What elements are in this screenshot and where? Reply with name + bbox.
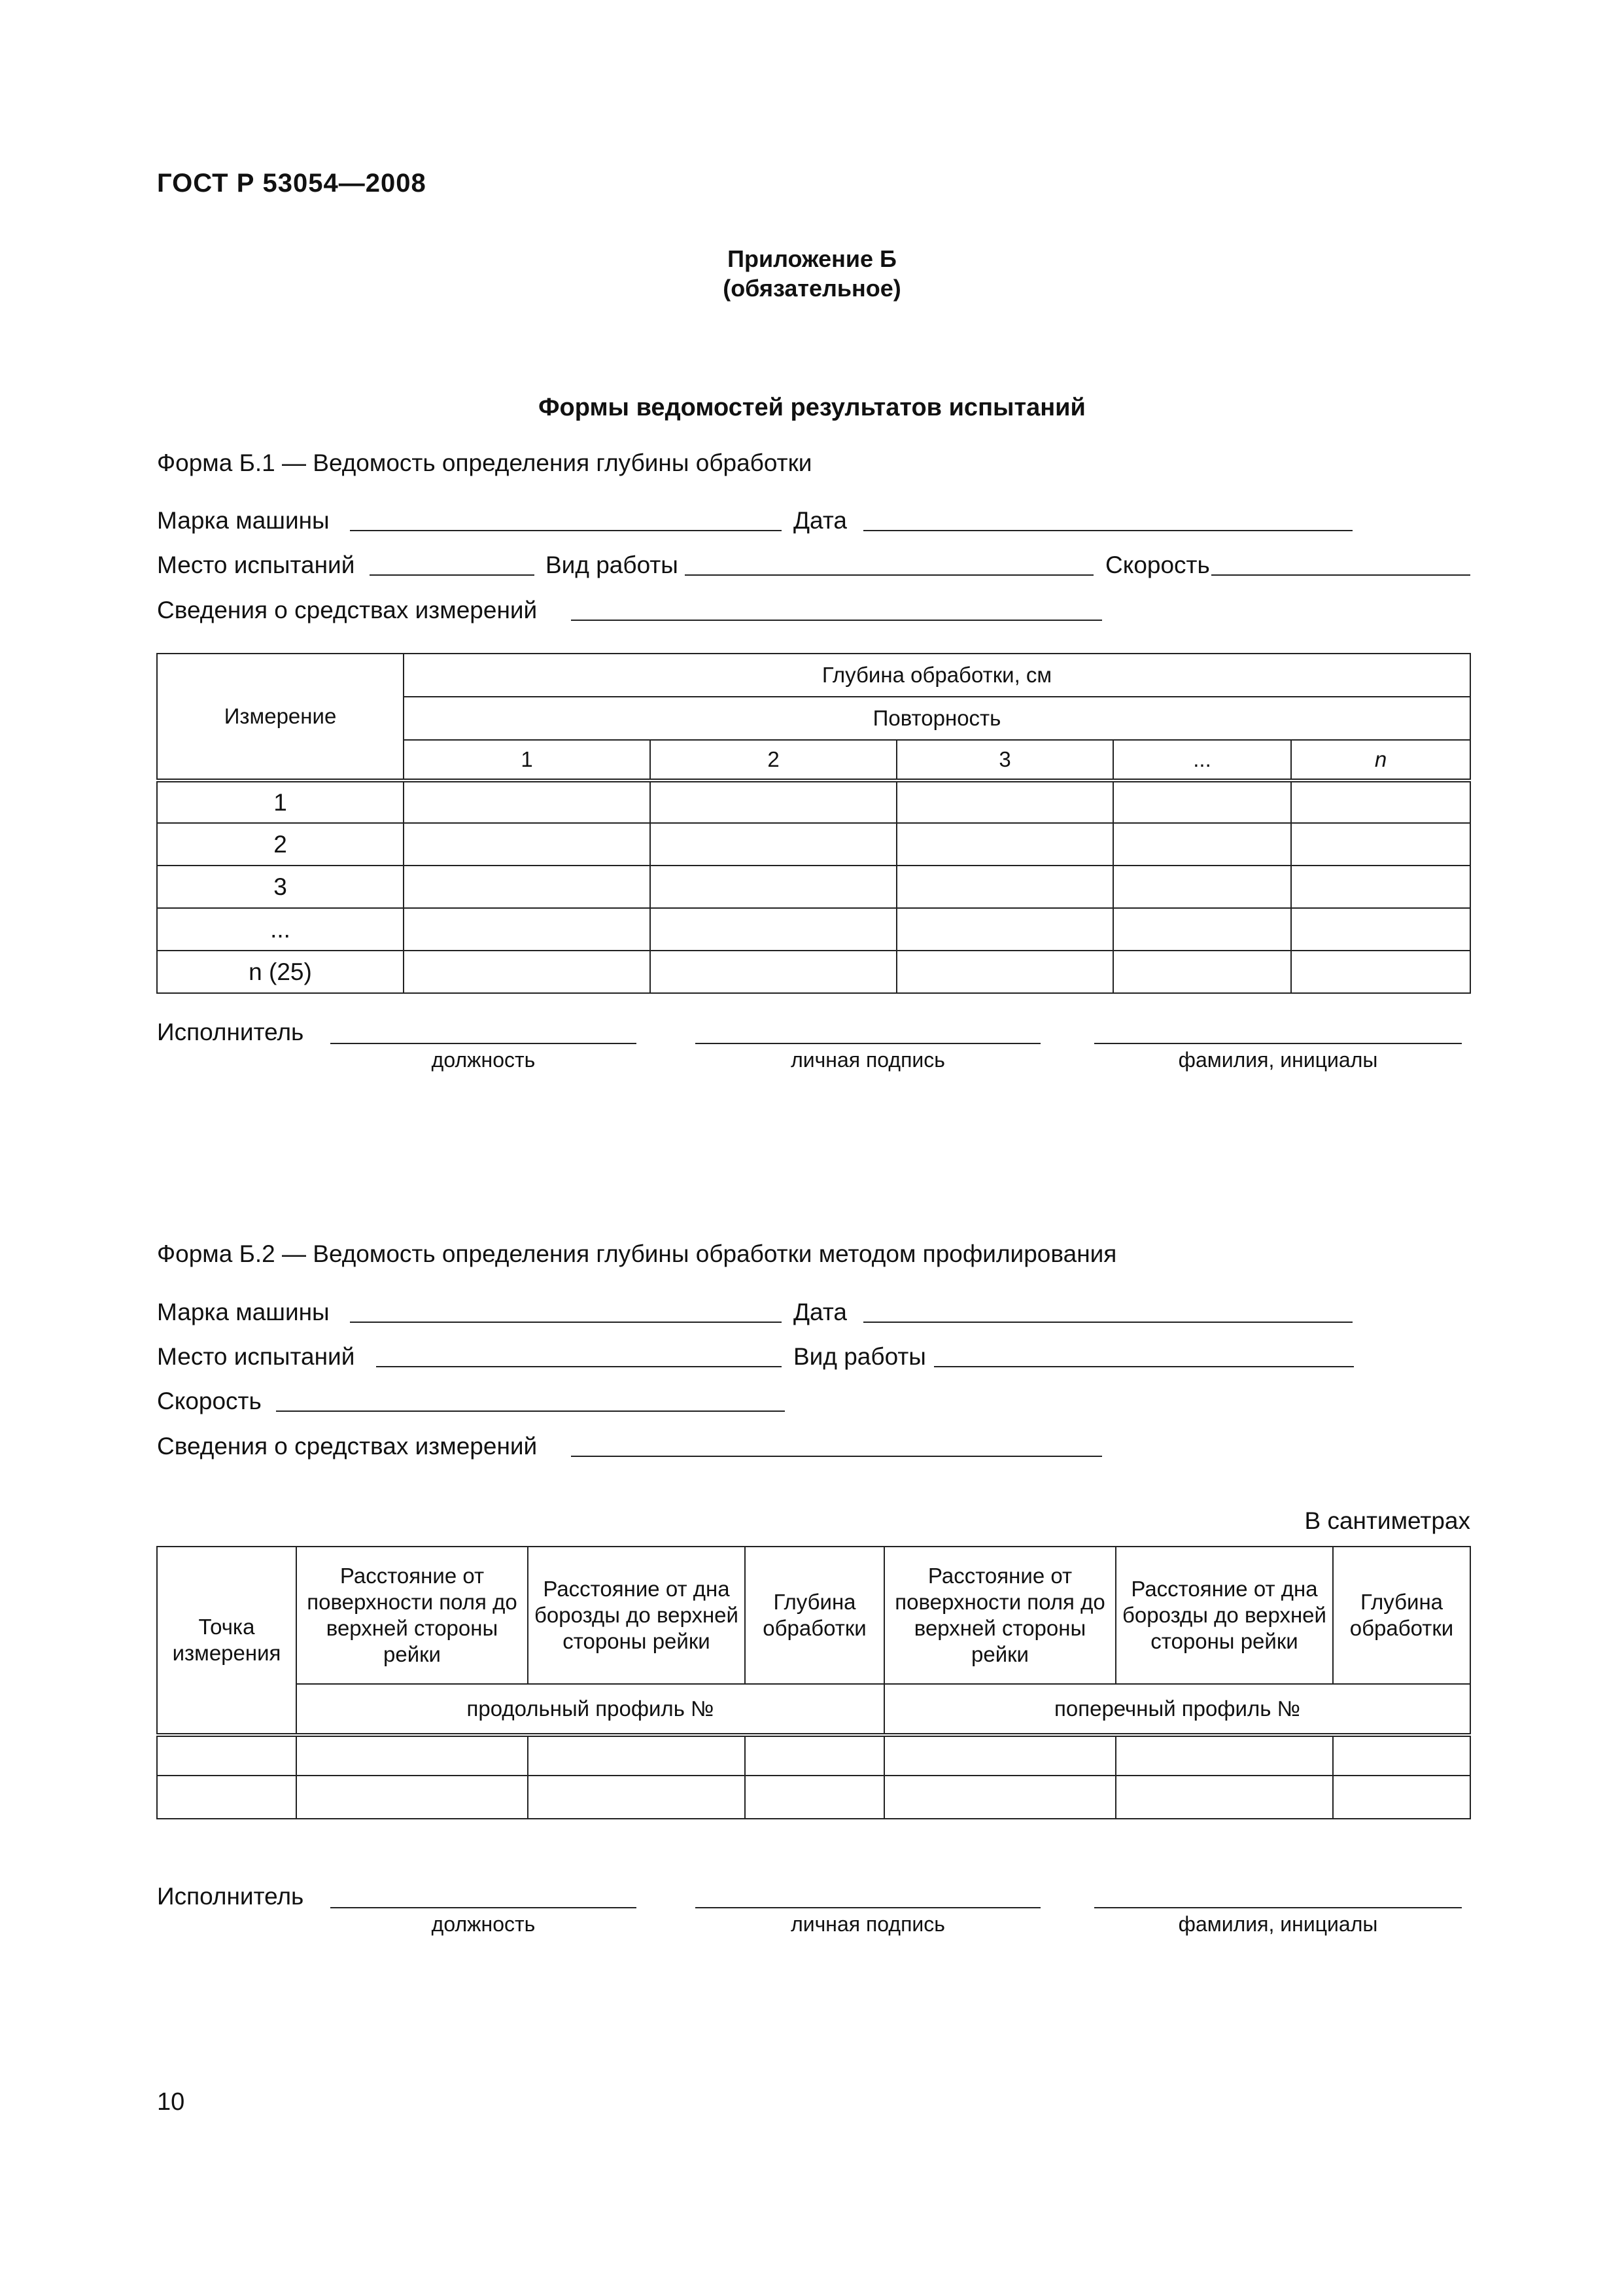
table-cell[interactable] — [404, 951, 650, 993]
form1-col-header: 3 — [897, 740, 1113, 780]
table-cell[interactable] — [1116, 1735, 1333, 1776]
form2-signature-label: Исполнитель — [157, 1883, 304, 1910]
table-cell[interactable] — [296, 1776, 528, 1819]
form1-row-label: 2 — [157, 823, 404, 866]
form1-position-field[interactable] — [330, 1043, 636, 1044]
form1-position-caption: должность — [431, 1048, 536, 1072]
appendix-title: Приложение Б — [727, 245, 897, 272]
table-row — [157, 1735, 1470, 1776]
table-cell[interactable] — [884, 1735, 1116, 1776]
table-cell[interactable] — [897, 866, 1113, 908]
form1-col-header: ... — [1113, 740, 1291, 780]
table-cell[interactable] — [897, 951, 1113, 993]
form2-col-long-b: Расстояние от дна борозды до верхней стороны рейки — [528, 1547, 745, 1684]
appendix-status: (обязательное) — [723, 275, 901, 302]
table-cell[interactable] — [745, 1735, 884, 1776]
form2-units: В сантиметрах — [1304, 1507, 1470, 1534]
form1-instruments-label: Сведения о средствах измерений — [157, 597, 538, 623]
form1-name-caption: фамилия, инициалы — [1178, 1048, 1378, 1072]
form1-brand-label: Марка машины — [157, 507, 330, 534]
form2-transverse-profile: поперечный профиль № — [884, 1684, 1470, 1735]
form2-brand-label: Марка машины — [157, 1299, 330, 1325]
form1-place-label: Место испытаний — [157, 552, 355, 578]
form1-row-label: 1 — [157, 780, 404, 823]
form1-speed-label: Скорость — [1105, 552, 1210, 578]
form1-signature-caption: личная подпись — [791, 1048, 945, 1072]
form2-position-caption: должность — [431, 1912, 536, 1936]
table-cell[interactable] — [897, 780, 1113, 823]
table-cell[interactable] — [897, 908, 1113, 951]
form2-date-label: Дата — [793, 1299, 847, 1325]
table-cell[interactable] — [1291, 823, 1470, 866]
table-cell[interactable] — [650, 908, 897, 951]
form2-speed-label: Скорость — [157, 1388, 262, 1414]
form1-group-header: Глубина обработки, см — [404, 654, 1470, 697]
form1-col-measure: Измерение — [157, 654, 404, 780]
table-cell[interactable] — [650, 866, 897, 908]
table-cell[interactable] — [1113, 866, 1291, 908]
form2-date-field[interactable] — [863, 1322, 1353, 1323]
page-number: 10 — [157, 2088, 185, 2116]
table-row — [157, 780, 1470, 823]
table-row — [157, 1776, 1470, 1819]
table-cell[interactable] — [1116, 1776, 1333, 1819]
table-cell[interactable] — [404, 780, 650, 823]
table-cell[interactable] — [1113, 823, 1291, 866]
table-row — [157, 823, 1470, 866]
form2-col-point: Точка измерения — [157, 1547, 296, 1735]
form2-name-caption: фамилия, инициалы — [1178, 1912, 1378, 1936]
form1-date-label: Дата — [793, 507, 847, 534]
form1-signature-label: Исполнитель — [157, 1019, 304, 1045]
table-cell[interactable] — [1113, 908, 1291, 951]
form1-instruments-field[interactable] — [571, 620, 1102, 621]
table-cell[interactable] — [404, 908, 650, 951]
form1-subgroup-header: Повторность — [404, 697, 1470, 740]
form1-name-field[interactable] — [1094, 1043, 1462, 1044]
form2-col-trans-b: Расстояние от дна борозды до верхней стороны рейки — [1116, 1547, 1333, 1684]
table-cell[interactable] — [650, 780, 897, 823]
table-row — [157, 951, 1470, 993]
form1-row-label: n (25) — [157, 951, 404, 993]
table-cell[interactable] — [1291, 866, 1470, 908]
form1-brand-field[interactable] — [350, 530, 782, 531]
table-cell[interactable] — [296, 1735, 528, 1776]
form2-work-label: Вид работы — [793, 1343, 926, 1370]
table-cell[interactable] — [1333, 1735, 1470, 1776]
form2-name-field[interactable] — [1094, 1907, 1462, 1908]
form2-place-field[interactable] — [376, 1366, 782, 1367]
table-cell[interactable] — [650, 951, 897, 993]
table-cell[interactable] — [1113, 780, 1291, 823]
form1-title: Форма Б.1 — Ведомость определения глубины обработки — [157, 449, 812, 476]
form1-signature-field[interactable] — [695, 1043, 1041, 1044]
form2-longitudinal-profile: продольный профиль № — [296, 1684, 884, 1735]
form2-table — [156, 1546, 1471, 1819]
form2-place-label: Место испытаний — [157, 1343, 355, 1370]
form2-instruments-field[interactable] — [571, 1456, 1102, 1457]
form2-col-trans-c: Глубина обработки — [1333, 1547, 1470, 1684]
page-title: Формы ведомостей результатов испытаний — [538, 394, 1086, 421]
form1-table — [156, 653, 1471, 994]
form1-col-header: 2 — [650, 740, 897, 780]
form1-work-label: Вид работы — [545, 552, 678, 578]
form1-row-label: 3 — [157, 866, 404, 908]
table-cell[interactable] — [1113, 951, 1291, 993]
table-cell[interactable] — [157, 1735, 296, 1776]
form1-col-header: n — [1291, 740, 1470, 780]
form1-speed-field[interactable] — [1211, 574, 1470, 576]
form1-date-field[interactable] — [863, 530, 1353, 531]
table-cell[interactable] — [650, 823, 897, 866]
form2-col-long-c: Глубина обработки — [745, 1547, 884, 1684]
table-row — [157, 866, 1470, 908]
form1-col-header: 1 — [404, 740, 650, 780]
form2-signature-caption: личная подпись — [791, 1912, 945, 1936]
form1-row-label: ... — [157, 908, 404, 951]
table-cell[interactable] — [897, 823, 1113, 866]
table-cell[interactable] — [1333, 1776, 1470, 1819]
form1-work-field[interactable] — [685, 574, 1094, 576]
table-cell[interactable] — [1291, 780, 1470, 823]
form2-work-field[interactable] — [934, 1366, 1354, 1367]
document-header: ГОСТ Р 53054—2008 — [157, 169, 426, 198]
form2-title: Форма Б.2 — Ведомость определения глубины обработки методом профилирования — [157, 1240, 1117, 1267]
table-cell[interactable] — [404, 866, 650, 908]
form2-brand-field[interactable] — [350, 1322, 782, 1323]
form1-place-field[interactable] — [370, 574, 534, 576]
form2-speed-field[interactable] — [276, 1410, 785, 1412]
form2-instruments-label: Сведения о средствах измерений — [157, 1433, 538, 1460]
table-cell[interactable] — [157, 1776, 296, 1819]
form2-col-trans-a: Расстояние от поверхности поля до верхней стороны рейки — [884, 1547, 1116, 1684]
table-cell[interactable] — [528, 1776, 745, 1819]
table-cell[interactable] — [745, 1776, 884, 1819]
table-cell[interactable] — [884, 1776, 1116, 1819]
table-cell[interactable] — [1291, 951, 1470, 993]
table-cell[interactable] — [404, 823, 650, 866]
form2-col-long-a: Расстояние от поверхности поля до верхней стороны рейки — [296, 1547, 528, 1684]
table-cell[interactable] — [528, 1735, 745, 1776]
form2-position-field[interactable] — [330, 1907, 636, 1908]
form2-signature-field[interactable] — [695, 1907, 1041, 1908]
table-cell[interactable] — [1291, 908, 1470, 951]
table-row — [157, 908, 1470, 951]
